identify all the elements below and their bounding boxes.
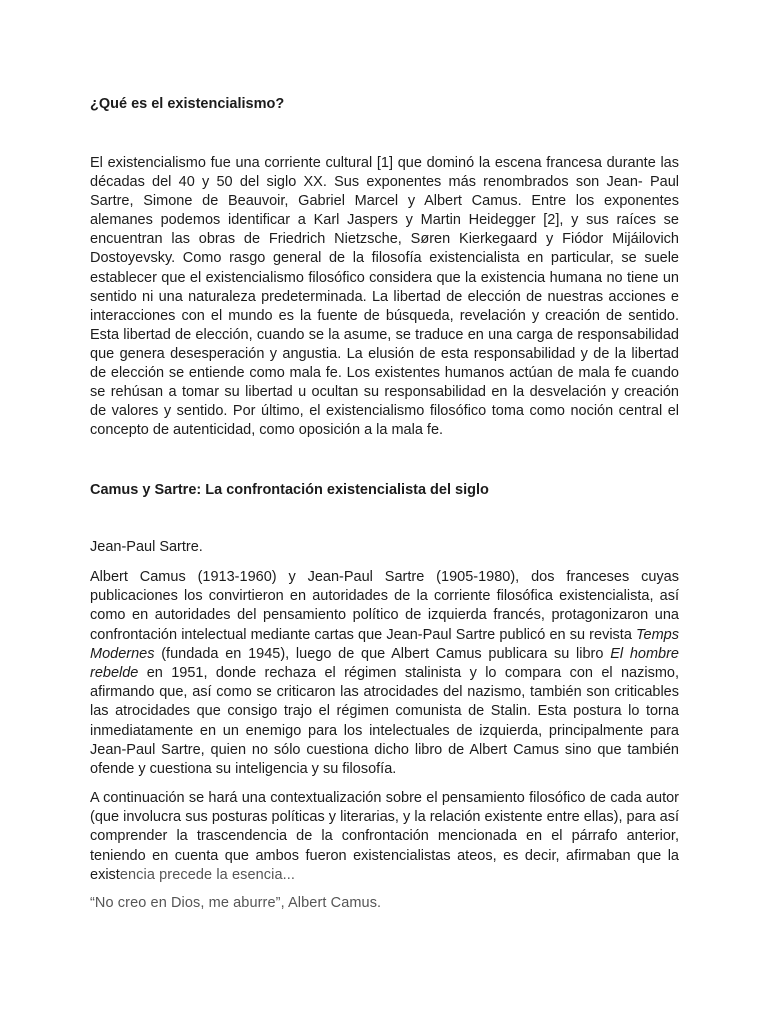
section-heading-camus-sartre: Camus y Sartre: La confrontación existencialista del siglo bbox=[90, 482, 489, 498]
camus-quote: “No creo en Dios, me aburre”, Albert Camus. bbox=[90, 895, 382, 911]
confrontation-paragraph bbox=[90, 568, 679, 779]
sartre-caption: Jean-Paul Sartre. bbox=[90, 539, 203, 555]
journal-title: Temps Modernes bbox=[90, 626, 679, 662]
context-text-faint: encia precede la esencia... bbox=[119, 866, 296, 883]
section-heading-existentialism: ¿Qué es el existencialismo? bbox=[90, 96, 285, 112]
confrontation-text-part1: Albert Camus (1913-1960) y Jean-Paul Sartre (1905-1980), dos franceses cuyas publicaciones los convirtieron en autoridades de la corriente filosófica existencialista, así como en autoridades del pensamiento político de izquierda francés, protagonizaron una confrontación intelectual mediante cartas que Jean-Paul Sartre publicó en su revista bbox=[90, 569, 679, 643]
intro-paragraph: El existencialismo fue una corriente cultural [1] que dominó la escena francesa durante las décadas del 40 y 50 del siglo XX. Sus exponentes más renombrados son Jean- Paul Sartre, Simone de Beauvoir, Gabriel Marcel y Albert Camus. Entre los exponentes alemanes podemos identificar a Karl Jaspers y Martin Heidegger [2], y sus raíces se encuentran las obras de Friedrich Nietzsche, Søren Kierkegaard y Fiódor Mijáilovich Dostoyevsky. Como rasgo general de la filosofía existencialista en particular, se suele establecer que el existencialismo filosófico considera que la existencia humana no tiene un sentido ni una naturaleza predeterminada. La libertad de elección de nuestras acciones e interacciones con el mundo es la fuente de búsqueda, revelación y creación de sentido. Esta libertad de elección, cuando se la asume, se traduce en una carga de responsabilidad que genera desesperación y angustia. La elusión de esta responsabilidad y de la libertad de elección se entiende como mala fe. Los existentes humanos actúan de mala fe cuando se rehúsan a tomar su libertad u ocultan su responsabilidad en la desvelación y creación de valores y sentido. Por último, el existencialismo filosófico toma como noción central el concepto de autenticidad, como oposición a la mala fe. bbox=[90, 155, 679, 439]
confrontation-text-part3: en 1951, donde rechaza el régimen stalinista y lo compara con el nazismo, afirmando que, así como se criticaron las atrocidades del nazismo, también son criticables las atrocidades que consigo trajo el régimen comunista de Stalin. Esta postura lo torna inmediatamente en un enemigo para los intelectuales de izquierda, principalmente para Jean-Paul Sartre, quien no sólo cuestiona dicho libro de Albert Camus sino que también ofende y cuestiona su inteligencia y su filosofía. bbox=[90, 665, 679, 778]
confrontation-text-part2: (fundada en 1945), luego de que Albert Camus publicara su libro bbox=[154, 645, 611, 662]
book-title: El hombre rebelde bbox=[90, 645, 679, 682]
context-text: A continuación se hará una contextualización sobre el pensamiento filosófico de cada autor (que involucra sus posturas políticas y literarias, y la relación existente entre ellas), para así comprender la trascendencia de la confrontación mencionada en el párrafo anterior, teniendo en cuenta que ambos fueron existencialistas ateos, es decir, afirmaban que la exist bbox=[90, 790, 679, 883]
context-paragraph bbox=[90, 789, 679, 885]
